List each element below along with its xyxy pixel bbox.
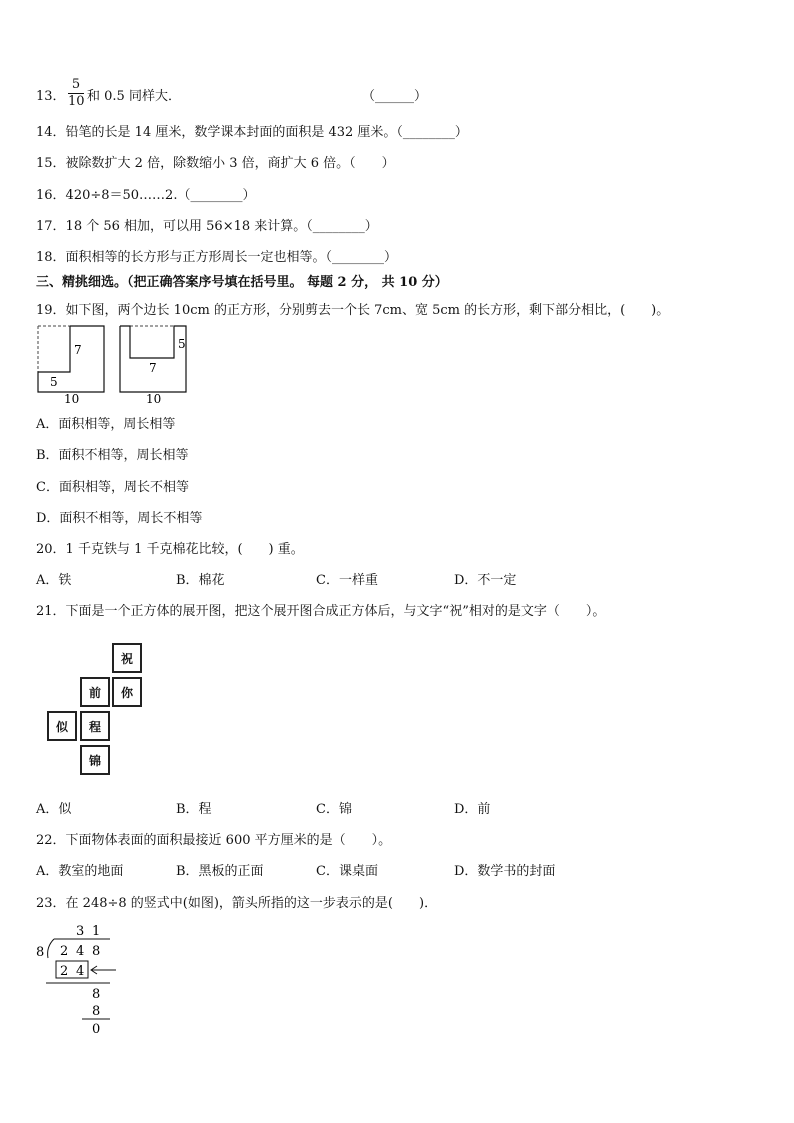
figure-2-label-5: 5 [178,337,186,351]
question-19: 19．如下图，两个边长 10cm 的正方形，分别剪去一个长 7cm、宽 5cm 的长方形，剩下部分相比，( )。 [36,303,670,318]
question-22-option-a[interactable]: A．教室的地面 [36,864,124,879]
question-19-figure [34,322,204,404]
long-division-figure [32,920,122,1038]
question-16: 16．420÷8＝50……2.（________） [36,188,256,203]
net-cell-qian: 前 [80,677,110,707]
dividend-digit-1: 2 [60,944,69,959]
question-21: 21．下面是一个正方体的展开图，把这个展开图合成正方体后，与文字“祝”相对的是文字（ ）。 [36,604,606,619]
step2-value: 8 [92,1004,101,1019]
arrow-icon [91,966,116,974]
question-13-number: 13． [36,89,66,104]
net-cell-jin: 锦 [80,745,110,775]
dividend-digit-2: 4 [76,944,85,959]
question-21-option-d[interactable]: D．前 [454,802,491,817]
question-19-option-a[interactable]: A．面积相等，周长相等 [36,417,176,432]
quotient-digit-1: 3 [76,924,85,939]
question-14: 14．铅笔的长是 14 厘米，数学课本封面的面积是 432 厘米。（________） [36,125,468,140]
figure-2-shape [120,326,186,392]
question-13-text: 和 0.5 同样大． [87,89,181,104]
dividend-digit-3: 8 [92,944,101,959]
question-20: 20．1 千克铁与 1 千克棉花比较，( ) 重。 [36,542,304,557]
figure-1-shape [38,326,104,392]
question-20-option-d[interactable]: D．不一定 [454,573,517,588]
question-22-option-d[interactable]: D．数学书的封面 [454,864,556,879]
net-cell-si: 似 [47,711,77,741]
question-21-option-c[interactable]: C．锦 [316,802,352,817]
question-22-option-c[interactable]: C．课桌面 [316,864,378,879]
question-20-option-b[interactable]: B．棉花 [176,573,225,588]
question-21-option-a[interactable]: A．似 [36,802,72,817]
net-cell-ni: 你 [112,677,142,707]
step1-digit-1: 2 [60,964,69,979]
question-13-fraction [68,78,84,109]
fraction-numerator: 5 [71,77,81,92]
question-19-option-c[interactable]: C．面积相等，周长不相等 [36,480,189,495]
figure-1-label-10: 10 [64,392,80,404]
figure-2-label-10: 10 [146,392,162,404]
final-remainder: 0 [92,1022,101,1037]
question-19-option-d[interactable]: D．面积不相等，周长不相等 [36,511,203,526]
figure-1-label-7: 7 [74,343,82,357]
figure-2-label-7: 7 [149,361,157,375]
question-23: 23．在 248÷8 的竖式中(如图)，箭头所指的这一步表示的是( )． [36,896,438,911]
question-21-option-b[interactable]: B．程 [176,802,212,817]
question-20-option-c[interactable]: C．一样重 [316,573,378,588]
fraction-denominator: 10 [68,94,85,109]
question-18: 18．面积相等的长方形与正方形周长一定也相等。（________） [36,250,398,265]
question-13-answer-blank[interactable]: （______） [362,89,428,104]
section-3-heading: 三、精挑细选。（把正确答案序号填在括号里。 每题 2 分， 共 10 分） [36,275,448,290]
net-cell-zhu: 祝 [112,643,142,673]
remainder-down: 8 [92,987,101,1002]
question-13 [36,88,66,106]
quotient-digit-2: 1 [92,924,101,939]
figure-1-label-5: 5 [50,375,58,389]
question-22: 22．下面物体表面的面积最接近 600 平方厘米的是（ ）。 [36,833,392,848]
divisor: 8 [36,945,45,960]
question-15: 15．被除数扩大 2 倍，除数缩小 3 倍，商扩大 6 倍。（ ） [36,156,395,171]
step1-digit-2: 4 [76,964,85,979]
net-cell-cheng: 程 [80,711,110,741]
question-19-option-b[interactable]: B．面积不相等，周长相等 [36,448,189,463]
question-17: 17．18 个 56 相加，可以用 56×18 来计算。（________） [36,219,378,234]
question-20-option-a[interactable]: A．铁 [36,573,72,588]
question-22-option-b[interactable]: B．黑板的正面 [176,864,264,879]
